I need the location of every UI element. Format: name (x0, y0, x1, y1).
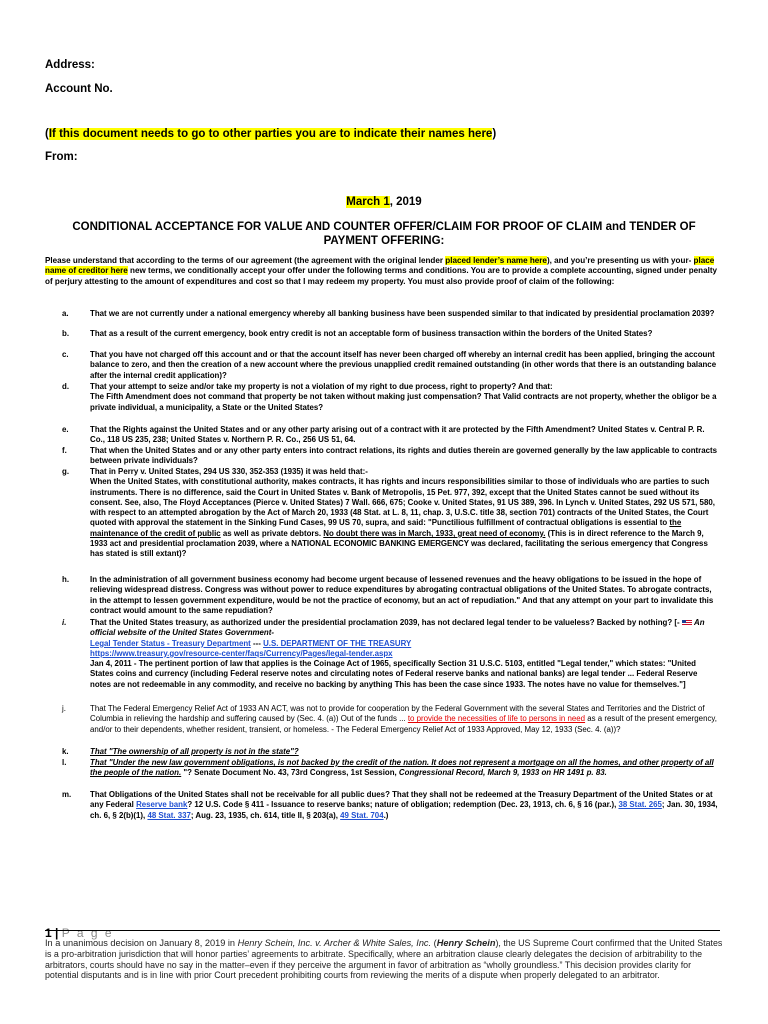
item-marker: b. (62, 329, 70, 338)
claim-item-k (62, 747, 718, 757)
item-marker: d. (62, 382, 70, 391)
case-short-name: Henry Schein (436, 938, 496, 948)
parties-placeholder: If this document needs to go to other parties you are to indicate their names here (48, 128, 493, 140)
senate-doc-text: "? Senate Document No. 43, 73rd Congress, 1st Session, (181, 768, 399, 778)
stat-337-link[interactable]: 48 Stat. 337 (147, 810, 191, 820)
footer-text-1: In a unanimous decision on January 8, 2019 in (45, 938, 238, 948)
date-year: , 2019 (389, 196, 422, 208)
intro-text-3: new terms, we conditionally accept your offer under the following terms and conditions. You are to provide a complete accounting, signed under penalty of perjury attesting to the amount of expenditures and cost so that I may redeem my property. You must also provide proof of claim of the following: (45, 266, 718, 286)
item-text: That "Under the new law government obligations, is not backed by the credit of the nation. It does not represent a mortgage on all the homes, and other property of all the people of the nation. (90, 758, 714, 778)
creditor-placeholder: place name of creditor here (45, 256, 715, 276)
item-text: In the administration of all government business economy had become urgent because of lessened revenues and the heavy obligations to be issued in the hope of relieving widespread distress. Congress was without power to reduce expenditures by abrogating contractual obligations of the United States. To abrogate contracts, in the attempt to lessen government expenditure, would be not the practice of economy, but an act of repudiation." And that any attempt on your part to invalidate this contract would amount to the same repudiation? (90, 575, 714, 615)
page-word: P a g e (61, 926, 114, 940)
intro-paragraph (45, 256, 720, 287)
treasury-link[interactable]: U.S. DEPARTMENT OF THE TREASURY (263, 638, 412, 648)
item-marker: l. (62, 758, 67, 767)
usc-text-3: ; Aug. 23, 1935, ch. 614, title II, § 203(a), (190, 810, 341, 820)
perry-quote-2: as well as private debtors. (220, 528, 324, 538)
item-marker: k. (62, 747, 69, 756)
item-text: That your attempt to seize and/or take my property is not a violation of my right to due process, right to property? And that: (90, 382, 553, 391)
item-marker: c. (62, 350, 69, 359)
item-marker: i. (62, 618, 67, 627)
case-name: Henry Schein, Inc. v. Archer & White Sales, Inc. (237, 938, 432, 948)
claim-item-m (62, 790, 718, 821)
perry-underline-credit: the maintenance of the credit of public (90, 518, 682, 538)
item-text: That "The ownership of all property is not in the state"? (90, 747, 299, 756)
coinage-act-text: Jan 4, 2011 - The pertinent portion of law that applies is the Coinage Act of 1965, specifically Section 31 U.S.C. 5103, entitled "Legal tender," which states: "United States coins and currency (including Federal reserve notes and circulating notes of Federal reserve banks and national banks) are legal tender ... Federal Reserve notes are not redeemable in any commodity, and receive no backing by anything This has been the case since 1933. The notes have no value for themselves."] (90, 659, 698, 689)
date-month: March 1 (346, 196, 390, 208)
item-marker: j. (62, 704, 66, 713)
item-text: That you have not charged off this account and or that the account itself has never been charged off whereby an internal credit has been applied, bringing the account balance to zero, and then the creation of a new account where the previous unapplied credit remained outstanding (in other words that there is an outstanding balance after the internal credit application)? (90, 350, 717, 380)
claim-item-c (62, 350, 718, 381)
intro-text-1: Please understand that according to the terms of our agreement (the agreement with the original lender (45, 256, 446, 265)
claim-item-l (62, 758, 718, 779)
claim-item-g (62, 467, 718, 560)
claim-item-a (62, 309, 718, 319)
us-flag-icon (682, 620, 692, 626)
claim-item-d (62, 382, 718, 413)
treasury-url-link[interactable]: https://www.treasury.gov/resource-center/faqs/Currency/Pages/legal-tender.aspx (90, 648, 393, 658)
perry-underline-economy: No doubt there was in March, 1933, great need of economy. (323, 528, 546, 538)
lender-placeholder: placed lender’s name here (445, 256, 547, 265)
claim-item-i (62, 618, 718, 690)
item-marker: f. (62, 446, 67, 455)
footer-text-2: ( (431, 938, 437, 948)
account-label: Account No. (45, 83, 113, 95)
item-marker: h. (62, 575, 70, 584)
necessities-of-life-text: to provide the necessities of life to persons in need (407, 714, 586, 724)
item-text: That as a result of the current emergency, book entry credit is not an acceptable form of business transaction within the borders of the United States? (90, 329, 653, 338)
claim-item-j (62, 704, 718, 735)
stat-704-link[interactable]: 49 Stat. 704 (340, 810, 384, 820)
item-text: That when the United States and or any other party enters into contract relations, its rights and duties therein are governed generally by the law applicable to contracts between private individuals? (90, 446, 718, 466)
footer-paragraph (45, 938, 725, 981)
parties-paren-close: ) (492, 128, 497, 140)
legal-tender-link[interactable]: Legal Tender Status - Treasury Department (90, 638, 251, 648)
reserve-bank-link[interactable]: Reserve bank (136, 800, 188, 810)
page-number-value: 1 | (45, 926, 59, 940)
usc-text-2: ; Jan. 30, 1934, ch. 6, § 2(b)(1), (90, 800, 718, 820)
from-label: From: (45, 151, 78, 163)
footer-text-3: ), the US Supreme Court confirmed that the United States is a pro-arbitration jurisdiction that will honor parties’ agreements to arbitrate. Specifically, where an arbitration clause clearly delegates the decision of arbitrability to the arbitrators, courts should have no say in the matter–even if they perceive the argument in favor of arbitration as “wholly groundless.” This decision provides clarity for potential disputants and is in line with prior Court precedent prohibiting courts from reviewing the merits of a dispute when properly delegated to an arbitrator. (45, 938, 723, 981)
item-text-continued: as a result of the present emergency, and/or to their dependents, whether resident, transient, or homeless. - The Federal Emergency Relief Act of 1933 Approved, May 12, 1933 (Sec. 4. (a))? (90, 714, 717, 734)
item-text: That the Rights against the United States and or any other party arising out of a contract with it are protected by the Fifth Amendment? United States v. Central P. R. Co., 118 US 235, 238; United States v. Northern P. R. Co., 256 US 51, 64. (90, 425, 705, 445)
perry-quote: When the United States, with constitutional authority, makes contracts, it has rights and incurs responsibilities similar to those of individuals who are parties to such instruments. There is no difference, said the Court in United States v. Bank of Metropolis, 15 Pet. 977, 392, except that the United States cannot be sued without its consent. See, also, The Floyd Acceptances (Pierce v. United States) 7 Wall. 666, 675; Cooke v. United States, 91 US 389, 396. In Lynch v. United States, 292 US 571, 580, with respect to an attempted abrogation by the Act of March 20, 1933 (48 Stat. at L. 8, 11, chap. 3, U.S.C. title 38, section 701) contracts of the United States, the Court quoted with approval the statement in the Sinking Fund Cases, 99 US 70, supra, and said: "Punctilious fulfillment of contractual obligations is essential to (90, 477, 715, 528)
claim-item-b (62, 329, 718, 339)
item-text: That in Perry v. United States, 294 US 330, 352-353 (1935) it was held that:- (90, 467, 368, 476)
official-site-note: An official website of the United States Government- (90, 618, 705, 638)
footer-divider (45, 930, 720, 931)
item-text: That The Federal Emergency Relief Act of 1933 AN ACT, was not to provide for cooperation by the Federal Government with the several States and Territories and the District of Columbia in relieving the hardship and suffering caused by (Sec. 4. (a)) Out of the funds ... (90, 704, 705, 724)
parties-paren-open: ( (45, 128, 49, 140)
stat-265-link[interactable]: 38 Stat. 265 (618, 800, 662, 810)
claim-item-f (62, 446, 718, 467)
usc-text: ? 12 U.S. Code § 411 - Issuance to reserve banks; nature of obligation; redemption (Dec. 23, 1913, ch. 6, § 16 (par.), (187, 800, 619, 810)
parties-instruction (45, 128, 496, 140)
item-marker: e. (62, 425, 69, 434)
intro-text-2: ), and you’re presenting us with your- (546, 256, 694, 265)
item-marker: a. (62, 309, 69, 318)
item-marker: m. (62, 790, 72, 799)
document-title: CONDITIONAL ACCEPTANCE FOR VALUE AND COUNTER OFFER/CLAIM FOR PROOF OF CLAIM and TENDER OF PAYMENT OFFERING: (72, 221, 696, 247)
address-label: Address: (45, 59, 95, 71)
item-text: That Obligations of the United States shall not be receivable for all public dues? That they shall not be redeemed at the Treasury Department of the United States or at any Federal (90, 790, 713, 810)
perry-quote-3: (This is in direct reference to the March 9, 1933 act and presidential proclamation 2039, where a NATIONAL ECONOMIC BANKING EMERGENCY was declared, facilitating the serious emergency that Congress has stated is still extant)? (90, 528, 708, 559)
link-separator: --- (250, 638, 264, 648)
item-text-continued: The Fifth Amendment does not command that property be not taken without making just compensation? That Valid contracts are not property, whether the obligor be a private individual, a municipality, a State or the United States? (90, 392, 717, 412)
claim-item-e (62, 425, 718, 446)
item-text: That we are not currently under a national emergency whereby all banking business have been suspended similar to that indicated by presidential proclamation 2039? (90, 309, 715, 318)
item-marker: g. (62, 467, 70, 476)
claim-item-h (62, 575, 718, 616)
congressional-record-cite: Congressional Record, March 9, 1933 on HR 1491 p. 83. (398, 768, 607, 778)
item-text: That the United States treasury, as authorized under the presidential proclamation 2039, has not declared legal tender to be valueless? Backed by nothing? [- (90, 618, 682, 627)
document-date (0, 196, 768, 208)
usc-text-4: .) (383, 810, 389, 820)
